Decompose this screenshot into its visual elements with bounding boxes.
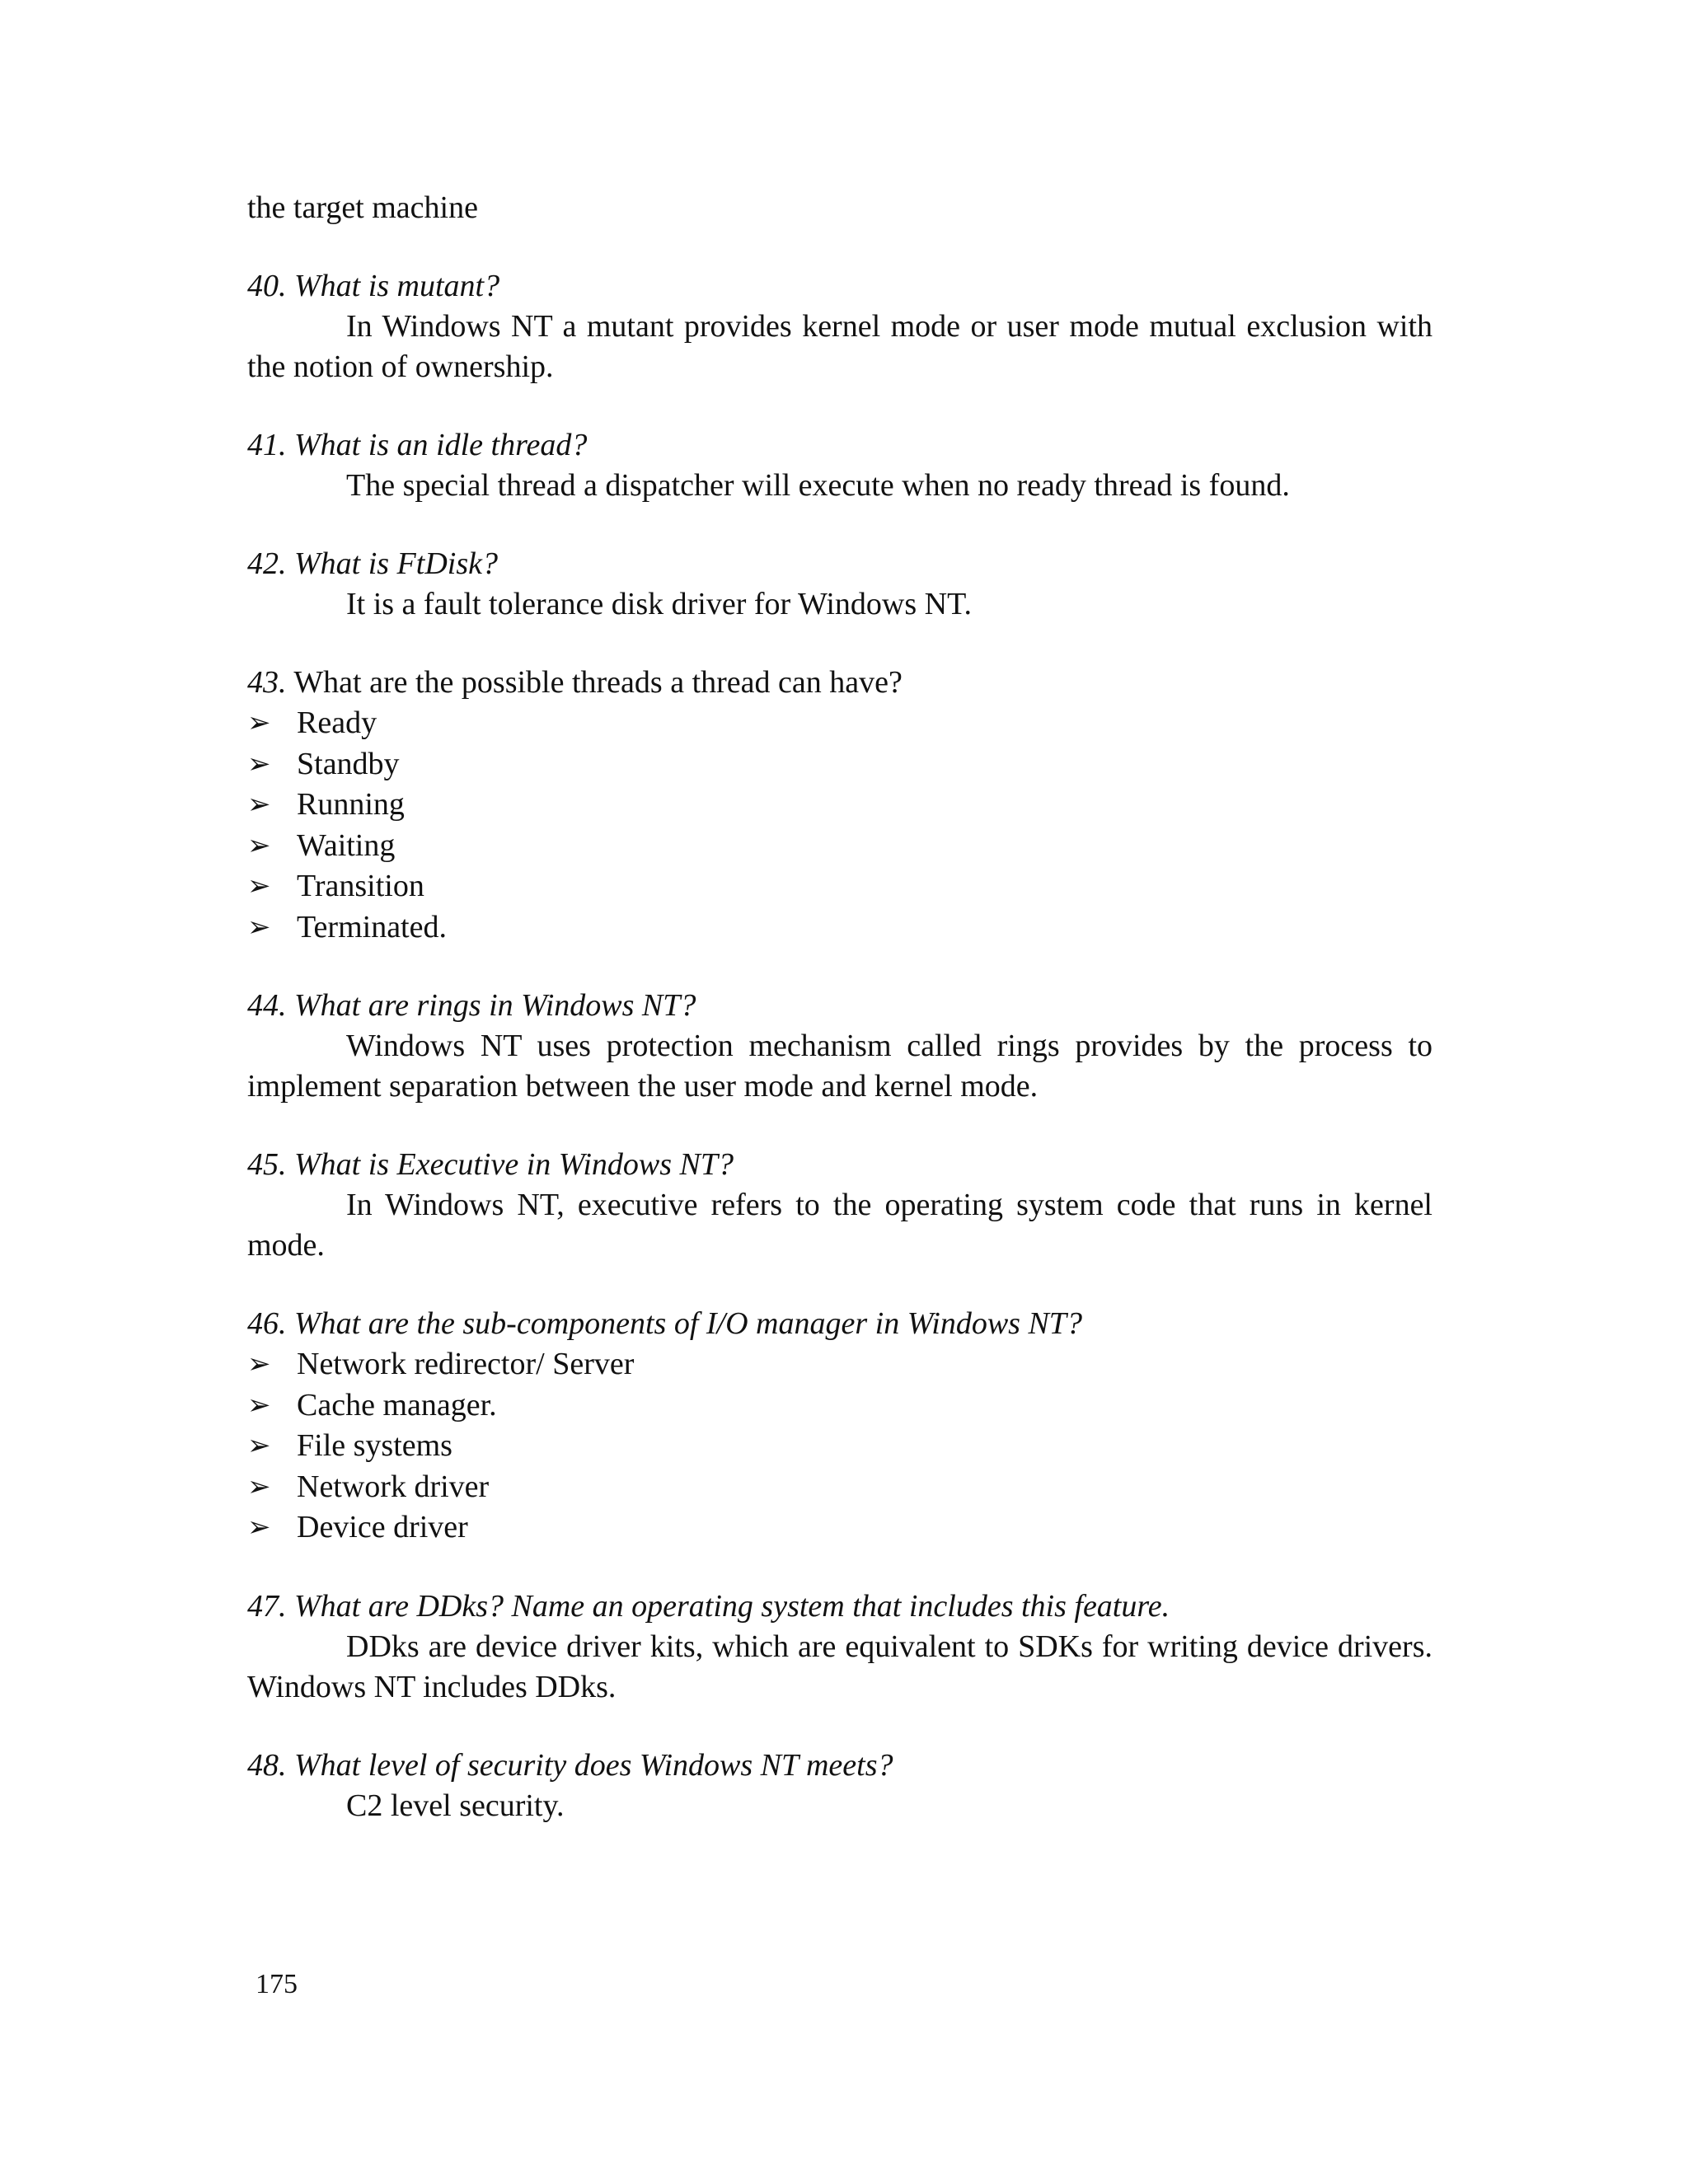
list-item [247,1344,1432,1385]
list-item [247,907,1432,949]
page-content [247,188,1432,1826]
arrowhead-bullet-icon: ➢ [247,1511,271,1544]
thread-states-list [247,703,1432,948]
list-item [247,866,1432,907]
io-subcomponents-list [247,1344,1432,1549]
arrowhead-bullet-icon: ➢ [247,910,271,944]
arrowhead-bullet-icon: ➢ [247,869,271,902]
list-item-text: Standby [297,746,400,781]
question-text: What are the possible threads a thread can have? [286,665,903,700]
answer-text: The special thread a dispatcher will execute when no ready thread is found. [346,468,1290,503]
answer-text: In Windows NT a mutant provides kernel mode or user mode mutual exclusion with the notion of ownership. [247,309,1432,384]
question-heading: 48. What level of security does Windows NT meets? [247,1747,893,1783]
list-item [247,744,1432,785]
answer-text: It is a fault tolerance disk driver for Windows NT. [346,587,972,621]
question-48 [247,1746,1432,1826]
answer-text: In Windows NT, executive refers to the operating system code that runs in kernel mode. [247,1188,1432,1263]
list-item [247,1467,1432,1508]
list-item-text: Running [297,787,405,822]
answer-text: Windows NT uses protection mechanism called rings provides by the process to implement separation between the user mode and kernel mode. [247,1029,1432,1104]
question-43 [247,663,1432,948]
list-item [247,1507,1432,1549]
list-item-text: Waiting [297,827,396,863]
list-item-text: Network redirector/ Server [297,1347,635,1381]
list-item-text: Transition [297,869,424,903]
question-42 [247,544,1432,625]
list-item [247,1385,1432,1427]
list-item [247,785,1432,826]
list-item-text: File systems [297,1428,452,1463]
arrowhead-bullet-icon: ➢ [247,828,271,862]
question-47 [247,1586,1432,1708]
arrowhead-bullet-icon: ➢ [247,706,271,739]
list-item [247,703,1432,744]
arrowhead-bullet-icon: ➢ [247,1388,271,1422]
arrowhead-bullet-icon: ➢ [247,1429,271,1462]
list-item [247,826,1432,867]
list-item-text: Ready [297,705,377,740]
list-item-text: Device driver [297,1510,468,1544]
question-heading: 42. What is FtDisk? [247,546,498,581]
question-46 [247,1304,1432,1549]
arrowhead-bullet-icon: ➢ [247,1347,271,1380]
question-heading: 46. What are the sub-components of I/O manager in Windows NT? [247,1306,1082,1341]
page-number: 175 [256,1969,298,1999]
question-heading: 45. What is Executive in Windows NT? [247,1147,734,1182]
list-item-text: Network driver [297,1469,490,1504]
answer-text: DDks are device driver kits, which are equivalent to SDKs for writing device drivers. Windows NT includes DDks. [247,1629,1432,1704]
list-item [247,1426,1432,1467]
question-number: 43. [247,665,287,700]
question-heading: 47. What are DDks? Name an operating system that includes this feature. [247,1588,1170,1624]
question-heading: 44. What are rings in Windows NT? [247,988,696,1023]
arrowhead-bullet-icon: ➢ [247,747,271,780]
question-heading [247,663,1432,703]
question-40 [247,266,1432,387]
intro-line: the target machine [247,190,478,225]
arrowhead-bullet-icon: ➢ [247,788,271,821]
list-item-text: Terminated. [297,909,447,944]
list-item-text: Cache manager. [297,1387,497,1422]
question-44 [247,986,1432,1107]
question-45 [247,1145,1432,1266]
question-41 [247,425,1432,506]
question-heading: 40. What is mutant? [247,269,500,303]
question-heading: 41. What is an idle thread? [247,428,588,462]
answer-text: C2 level security. [346,1788,565,1823]
arrowhead-bullet-icon: ➢ [247,1469,271,1503]
